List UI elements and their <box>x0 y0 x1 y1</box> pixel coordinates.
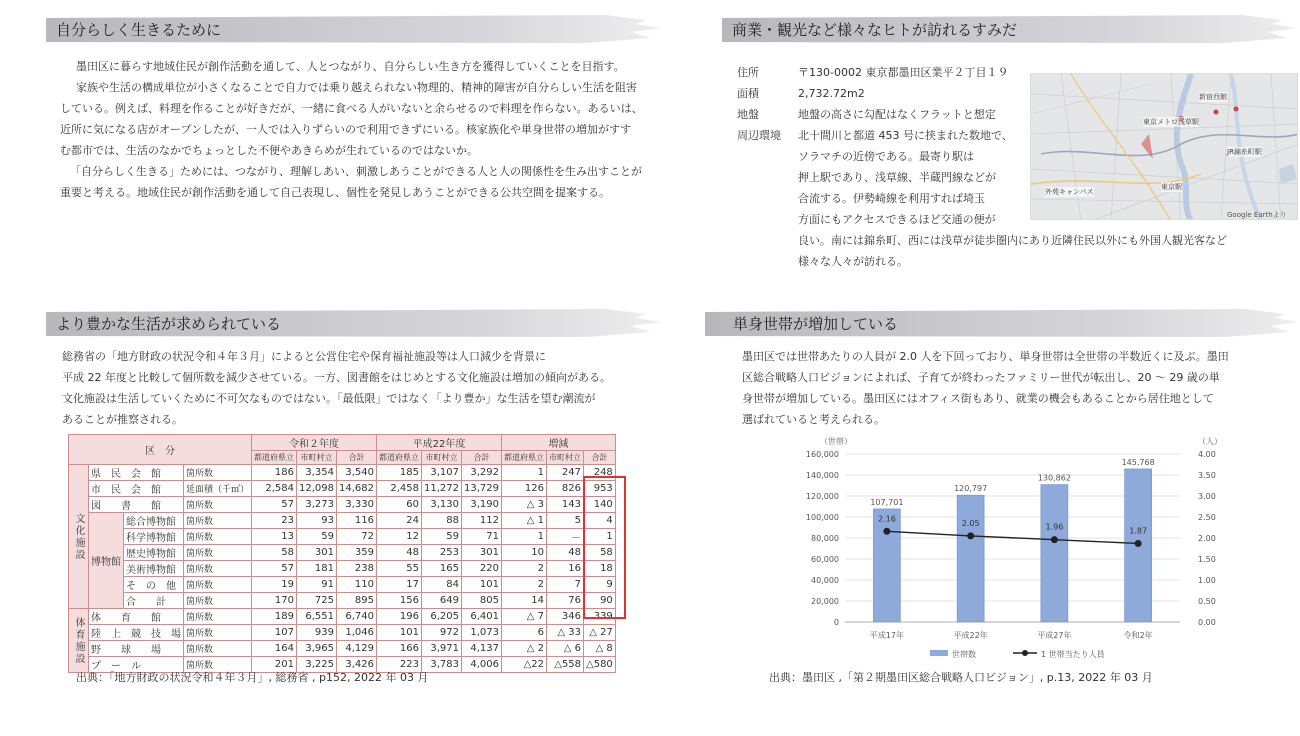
table-cell: △580 <box>584 657 616 673</box>
table-cell: 1 <box>584 529 616 545</box>
y-tick-label: 100,000 <box>805 513 839 522</box>
table-cell: 18 <box>584 561 616 577</box>
section-1-body <box>60 56 643 203</box>
info-value: 北十間川と都道 453 号に挟まれた数地で、 <box>798 129 1013 142</box>
table-cell: 14 <box>502 593 547 609</box>
table-cell: 156 <box>377 593 422 609</box>
table-row <box>69 481 616 497</box>
table-cell: 895 <box>337 593 377 609</box>
table-cell: 143 <box>547 497 584 513</box>
section-3-body <box>62 346 611 430</box>
site-map <box>1030 73 1298 220</box>
table-cell: 359 <box>337 545 377 561</box>
table-row-label: 陸 上 競 技 場 <box>89 625 184 641</box>
table-cell: 14,682 <box>337 481 377 497</box>
table-subheader: 合計 <box>462 451 502 465</box>
table-cell: 3,354 <box>297 465 337 481</box>
table-row <box>69 465 616 481</box>
table-subheader: 都道府県立 <box>252 451 297 465</box>
table-row <box>69 577 616 593</box>
table-cell: 112 <box>462 513 502 529</box>
paragraph-line: あることが推察される。 <box>62 413 183 426</box>
table-cell: △ 7 <box>502 609 547 625</box>
paragraph-line: 区総合戦略人口ビジョンによれば、子育てが終わったファミリー世代が転出し、20 ～ 29 歳の単 <box>742 371 1220 384</box>
table-cell: 9 <box>584 577 616 593</box>
section-header-2 <box>722 14 1298 44</box>
line-point <box>967 532 974 539</box>
table-cell: 101 <box>462 577 502 593</box>
table-cell: 725 <box>297 593 337 609</box>
map-label: 新宿西館 <box>1199 93 1227 101</box>
table-cell: 48 <box>547 545 584 561</box>
table-cell: 3,426 <box>337 657 377 673</box>
paragraph-line: 選ばれていると考えられる。 <box>742 413 885 426</box>
table-cell: 3,540 <box>337 465 377 481</box>
table-cell: 301 <box>462 545 502 561</box>
y2-tick-label: 3.50 <box>1198 471 1216 480</box>
table-unit: 箇所数 <box>184 561 252 577</box>
info-key: 地盤 <box>737 108 759 121</box>
y-tick-label: 40,000 <box>811 576 839 585</box>
bar-value-label: 145,768 <box>1121 457 1155 467</box>
table-cell: 88 <box>422 513 462 529</box>
table-cell: 55 <box>377 561 422 577</box>
y2-tick-label: 1.00 <box>1198 576 1216 585</box>
table-unit: 箇所数 <box>184 593 252 609</box>
line-value-label: 2.16 <box>877 514 896 524</box>
facility-table <box>68 434 616 673</box>
bar <box>957 495 984 622</box>
line-value-label: 1.87 <box>1129 526 1148 536</box>
map-label: 東京メトロ浅草駅 <box>1143 118 1199 126</box>
table-unit: 延面積（千㎡） <box>184 481 252 497</box>
table-unit: 箇所数 <box>184 577 252 593</box>
table-cell: 57 <box>252 497 297 513</box>
paragraph-line: 身世帯が増加している。墨田区にはオフィス街もあり、就業の機会もあることから居住地として <box>742 392 1214 405</box>
x-tick-label: 平成17年 <box>869 631 904 640</box>
table-cell: 13 <box>252 529 297 545</box>
y-tick-label: 140,000 <box>805 471 839 480</box>
table-unit: 箇所数 <box>184 625 252 641</box>
info-key: 面積 <box>737 87 759 100</box>
table-cell: 164 <box>252 641 297 657</box>
table-cell: 3,225 <box>297 657 337 673</box>
table-cell: 649 <box>422 593 462 609</box>
table-cell: 4,137 <box>462 641 502 657</box>
table-header-h22: 平成22年度 <box>377 435 502 451</box>
table-cell: 59 <box>297 529 337 545</box>
table-subheader: 市町村立 <box>422 451 462 465</box>
table-cell: 3,292 <box>462 465 502 481</box>
table-cell: 2 <box>502 561 547 577</box>
table-row <box>69 593 616 609</box>
info-continuation-line: 合流する。伊勢崎線を利用すれば埼玉 <box>798 192 985 205</box>
paragraph-line: 「自分らしく生きる」ためには、つながり、理解しあい、刺激しあうことができる人と人の関係性を生み出すことが <box>70 165 642 178</box>
table-cell: 76 <box>547 593 584 609</box>
table-cell: △ 2 <box>502 641 547 657</box>
table-cell: 2 <box>502 577 547 593</box>
legend-label: 1 世帯当たり人員 <box>1041 650 1105 659</box>
table-cell: 84 <box>422 577 462 593</box>
table-cell: 972 <box>422 625 462 641</box>
table-cell: 826 <box>547 481 584 497</box>
table-cell: 1 <box>502 529 547 545</box>
table-subheader: 市町村立 <box>297 451 337 465</box>
y2-axis-label: （人） <box>1198 437 1222 446</box>
table-row <box>69 561 616 577</box>
legend-swatch-marker <box>1022 650 1028 656</box>
table-cell: 12,098 <box>297 481 337 497</box>
table-cell: 3,130 <box>422 497 462 513</box>
table-unit: 箇所数 <box>184 657 252 673</box>
y2-tick-label: 0.50 <box>1198 597 1216 606</box>
y-tick-label: 80,000 <box>811 534 839 543</box>
table-row-label: 科学博物館 <box>124 529 184 545</box>
legend-swatch-bar <box>930 650 948 656</box>
y-tick-label: 160,000 <box>805 450 839 459</box>
y-tick-label: 20,000 <box>811 597 839 606</box>
table-cell: 60 <box>377 497 422 513</box>
table-cell: △ 6 <box>547 641 584 657</box>
x-tick-label: 平成27年 <box>1037 631 1072 640</box>
table-header-row <box>69 435 616 451</box>
section-title: 自分らしく生きるために <box>56 21 222 39</box>
y2-tick-label: 3.00 <box>1198 492 1216 501</box>
table-cell: 71 <box>462 529 502 545</box>
table-cell: 189 <box>252 609 297 625</box>
table-cell: 3,190 <box>462 497 502 513</box>
table-cell: 90 <box>584 593 616 609</box>
table-cell: 6 <box>502 625 547 641</box>
table-cell: △22 <box>502 657 547 673</box>
table-cell: 1 <box>502 465 547 481</box>
table-cell: 339 <box>584 609 616 625</box>
info-value: 2,732.72m2 <box>798 87 865 100</box>
y2-tick-label: 0.00 <box>1198 618 1216 627</box>
table-cell: 12 <box>377 529 422 545</box>
paragraph-line: 墨田区では世帯あたりの人員が 2.0 人を下回っており、単身世帯は全世帯の半数近くに及ぶ。墨田 <box>742 350 1229 363</box>
line-value-label: 1.96 <box>1045 522 1064 532</box>
y-tick-label: 0 <box>833 618 839 627</box>
table-cell: 72 <box>337 529 377 545</box>
table-cell: 3,273 <box>297 497 337 513</box>
table-subheader: 市町村立 <box>547 451 584 465</box>
table-cell: 13,729 <box>462 481 502 497</box>
table-row-label: 県 民 会 館 <box>89 465 184 481</box>
table-subheader: 都道府県立 <box>502 451 547 465</box>
table-cell: 93 <box>297 513 337 529</box>
line-point <box>883 528 890 535</box>
table-group-culture: 文化施設 <box>69 465 89 609</box>
paragraph-line: む都市では、生活のなかでちょっとした不便やあきらめが生れているのではないか。 <box>60 144 478 157</box>
paragraph-line: 平成 22 年度と比較して個所数を減少させている。一方、図書館をはじめとする文化施設は増加の傾向がある。 <box>62 371 611 384</box>
table-subheader: 合計 <box>584 451 616 465</box>
table-cell: 4 <box>584 513 616 529</box>
bar <box>1041 485 1068 622</box>
table-unit: 箇所数 <box>184 465 252 481</box>
table-cell: 48 <box>377 545 422 561</box>
table-cell: 19 <box>252 577 297 593</box>
table-cell: 165 <box>422 561 462 577</box>
line-value-label: 2.05 <box>961 518 980 528</box>
table-row-label: 図 書 館 <box>89 497 184 513</box>
table-cell: △ 1 <box>502 513 547 529</box>
paragraph-line: 総務省の「地方財政の状況令和４年３月」によると公営住宅や保育福祉施設等は人口減少を背景に <box>62 350 546 363</box>
bar-value-label: 120,797 <box>954 484 988 494</box>
table-cell: 110 <box>337 577 377 593</box>
table-cell: △ 3 <box>502 497 547 513</box>
info-value: 地盤の高さに勾配はなくフラットと想定 <box>798 108 996 121</box>
chart-source: 出典：墨田区 ,「第２期墨田区総合戦略人口ビジョン」, p.13, 2022 年 03 月 <box>769 671 1153 684</box>
table-row-label: 美術博物館 <box>124 561 184 577</box>
paragraph-line: 墨田区に暮らす地域住民が創作活動を通して、人とつながり、自分らしい生き方を獲得していくことを目指す。 <box>76 60 625 73</box>
table-row-label: 総合博物館 <box>124 513 184 529</box>
table-cell: 238 <box>337 561 377 577</box>
table-cell: 170 <box>252 593 297 609</box>
table-row-label: 野 球 場 <box>89 641 184 657</box>
section-title: 単身世帯が増加している <box>733 315 899 333</box>
table-cell: 181 <box>297 561 337 577</box>
table-row-label: 合 計 <box>124 593 184 609</box>
table-header-r2: 令和２年度 <box>252 435 377 451</box>
info-continuation-line: 良い。南には錦糸町、西には浅草が徒歩圏内にあり近隣住民以外にも外国人観光客など <box>798 234 1227 247</box>
table-cell: 186 <box>252 465 297 481</box>
table-cell: 101 <box>377 625 422 641</box>
table-subheader: 都道府県立 <box>377 451 422 465</box>
table-cell: 346 <box>547 609 584 625</box>
y2-tick-label: 2.00 <box>1198 534 1216 543</box>
table-cell: 247 <box>547 465 584 481</box>
table-cell: 3,783 <box>422 657 462 673</box>
y-axis-label: （世帯） <box>820 437 852 446</box>
table-cell: 3,107 <box>422 465 462 481</box>
table-cell: 939 <box>297 625 337 641</box>
table-unit: 箇所数 <box>184 497 252 513</box>
table-row-label: 体 育 館 <box>89 609 184 625</box>
table-cell: 6,740 <box>337 609 377 625</box>
bar-value-label: 107,701 <box>870 497 904 507</box>
table-cell: 17 <box>377 577 422 593</box>
table-row-label: 歴史博物館 <box>124 545 184 561</box>
table-cell: 1,073 <box>462 625 502 641</box>
table-cell: 58 <box>252 545 297 561</box>
table-cell: 10 <box>502 545 547 561</box>
table-row <box>69 641 616 657</box>
table-cell: △ 8 <box>584 641 616 657</box>
table-unit: 箇所数 <box>184 609 252 625</box>
table-cell: 116 <box>337 513 377 529</box>
table-cell: 126 <box>502 481 547 497</box>
info-continuation-line: 方面にもアクセスできるほど交通の便が <box>798 213 996 226</box>
table-row-label: 市 民 会 館 <box>89 481 184 497</box>
table-row <box>69 625 616 641</box>
table-cell: 196 <box>377 609 422 625</box>
table-cell: 253 <box>422 545 462 561</box>
table-cell: △558 <box>547 657 584 673</box>
table-unit: 箇所数 <box>184 545 252 561</box>
table-cell: 59 <box>422 529 462 545</box>
line-point <box>1051 536 1058 543</box>
table-group-museum: 博物館 <box>89 513 124 609</box>
table-cell: 2,584 <box>252 481 297 497</box>
table-cell: 11,272 <box>422 481 462 497</box>
line-point <box>1135 540 1142 547</box>
table-unit: 箇所数 <box>184 529 252 545</box>
table-cell: 58 <box>584 545 616 561</box>
table-header-change: 増減 <box>502 435 616 451</box>
y2-tick-label: 1.50 <box>1198 555 1216 564</box>
table-row-label: そ の 他 <box>124 577 184 593</box>
x-tick-label: 平成22年 <box>953 631 988 640</box>
table-cell: 6,205 <box>422 609 462 625</box>
table-cell: 91 <box>297 577 337 593</box>
section-title: より豊かな生活が求められている <box>56 315 282 333</box>
table-cell: 7 <box>547 577 584 593</box>
map-label: 東京駅 <box>1161 183 1182 191</box>
table-cell: 248 <box>584 465 616 481</box>
paragraph-line: 近所に気になる店がオープンしたが、一人では入りずらいので利用できずにいる。核家族化や単身世帯の増加がすす <box>60 123 632 136</box>
info-continuation-line: 様々な人々が訪れる。 <box>798 255 908 268</box>
table-cell: 4,006 <box>462 657 502 673</box>
info-key: 住所 <box>737 66 759 79</box>
table-row <box>69 497 616 513</box>
map-label: 外苑キャンパス <box>1045 188 1094 196</box>
map-label: JR錦糸町駅 <box>1227 148 1262 156</box>
paragraph-line: 重要と考える。地域住民が創作活動を通して自己表現し、個性を発見しあうことができる公共空間を提案する。 <box>60 186 610 199</box>
table-source: 出典：「地方財政の状況令和４年３月」, 総務省 , p152, 2022 年 03 月 <box>76 671 429 684</box>
table-row <box>69 545 616 561</box>
paragraph-line: している。例えば、料理を作ることが好きだが、一緒に食べる人がいないと余らせるので料理を作らない。あるいは、 <box>60 102 643 115</box>
table-cell: △ 33 <box>547 625 584 641</box>
table-cell: 185 <box>377 465 422 481</box>
table-row <box>69 513 616 529</box>
section-header-1 <box>46 14 661 44</box>
table-subheader: 合計 <box>337 451 377 465</box>
table-row-label: プ ー ル <box>89 657 184 673</box>
table-row <box>69 609 616 625</box>
legend-label: 世帯数 <box>952 650 976 659</box>
x-tick-label: 令和2年 <box>1123 631 1153 640</box>
table-cell: 166 <box>377 641 422 657</box>
household-chart <box>775 432 1235 664</box>
bar-value-label: 130,862 <box>1037 473 1071 483</box>
table-cell: 3,330 <box>337 497 377 513</box>
table-cell: 805 <box>462 593 502 609</box>
table-group-sports: 体育施設 <box>69 609 89 673</box>
table-header-kubun: 区 分 <box>69 435 252 465</box>
paragraph-line: 文化施設は生活していくために不可欠なものではない。「最低限」ではなく「より豊か」な生活を望む潮流が <box>62 392 596 405</box>
table-cell: 16 <box>547 561 584 577</box>
table-cell: 201 <box>252 657 297 673</box>
table-row <box>69 529 616 545</box>
table-cell: 3,965 <box>297 641 337 657</box>
map-credit: Google Earthより <box>1227 211 1287 219</box>
table-cell: 107 <box>252 625 297 641</box>
series-line <box>887 531 1138 543</box>
table-cell: 6,551 <box>297 609 337 625</box>
y-tick-label: 60,000 <box>811 555 839 564</box>
info-key: 周辺環境 <box>737 129 781 142</box>
bar <box>873 509 900 622</box>
table-cell: 23 <box>252 513 297 529</box>
paragraph-line: 家族や生活の構成単位が小さくなることで自力では乗り越えられない物理的、精神的障害が自分らしい生活を阻害 <box>76 81 637 94</box>
table-cell: 220 <box>462 561 502 577</box>
table-cell: 1,046 <box>337 625 377 641</box>
table-cell: 5 <box>547 513 584 529</box>
table-cell: 57 <box>252 561 297 577</box>
table-cell: 6,401 <box>462 609 502 625</box>
info-continuation-line: 押上駅であり、浅草線、半蔵門線などが <box>798 171 996 184</box>
info-continuation-line: ソラマチの近傍である。最寄り駅は <box>798 150 974 163</box>
y-tick-label: 120,000 <box>805 492 839 501</box>
section-4-body <box>742 346 1229 430</box>
highlight-box <box>583 476 626 619</box>
table-cell: 953 <box>584 481 616 497</box>
table-unit: 箇所数 <box>184 513 252 529</box>
table-cell: 24 <box>377 513 422 529</box>
section-header-4 <box>705 308 1298 338</box>
table-cell: － <box>547 529 584 545</box>
table-cell: 2,458 <box>377 481 422 497</box>
table-body <box>69 465 616 673</box>
table-unit: 箇所数 <box>184 641 252 657</box>
table-cell: 223 <box>377 657 422 673</box>
table-cell: 301 <box>297 545 337 561</box>
table-cell: △ 27 <box>584 625 616 641</box>
table-cell: 3,971 <box>422 641 462 657</box>
section-header-3 <box>46 308 661 338</box>
table-cell: 140 <box>584 497 616 513</box>
info-value: 〒130-0002 東京都墨田区業平２丁目１９ <box>798 66 1009 79</box>
y2-tick-label: 2.50 <box>1198 513 1216 522</box>
table-cell: 4,129 <box>337 641 377 657</box>
section-title: 商業・観光など様々なヒトが訪れるすみだ <box>732 21 1018 39</box>
y2-tick-label: 4.00 <box>1198 450 1216 459</box>
